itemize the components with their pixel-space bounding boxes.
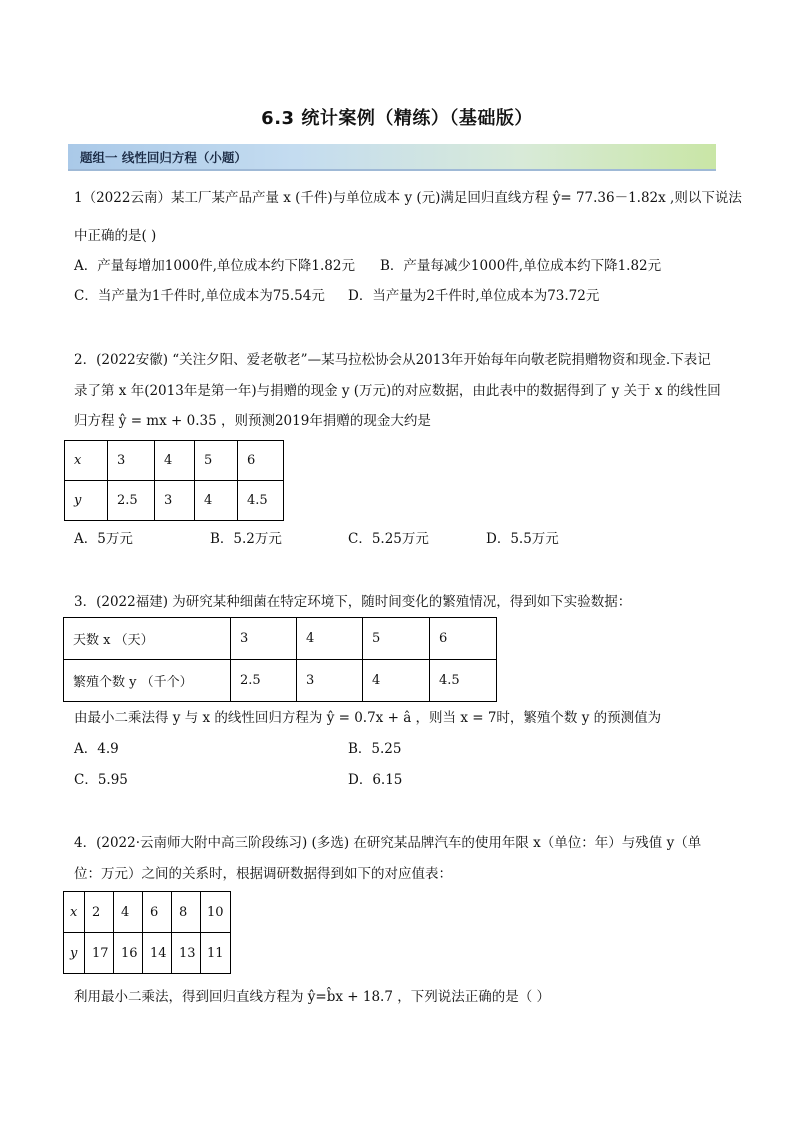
q4-table-row-y <box>64 933 231 974</box>
q2-cell: 4.5 <box>238 481 284 521</box>
q3-option-b: B．5.25 <box>348 741 402 757</box>
q4-cell: 10 <box>201 892 231 933</box>
q2-cell: x <box>65 441 108 481</box>
q3-cell: 6 <box>430 618 497 660</box>
q4-stem-line3: 利用最小二乘法，得到回归直线方程为 ŷ=b̂x + 18.7 ，下列说法正确的是（ ） <box>74 989 551 1005</box>
q3-stem-line1: 3．(2022福建) 为研究某种细菌在特定环境下，随时间变化的繁殖情况，得到如下实验数据： <box>74 594 632 610</box>
q3-cell: 4 <box>363 660 430 702</box>
q4-cell: 2 <box>85 892 114 933</box>
q3-cell: 4 <box>297 618 363 660</box>
q4-cell: 13 <box>172 933 201 974</box>
q3-option-d: D．6.15 <box>348 772 403 788</box>
q2-stem-line2: 录了第 x 年(2013年是第一年)与捐赠的现金 y (万元)的对应数据，由此表中的数据得到了 y 关于 x 的线性回 <box>74 383 721 399</box>
q2-cell: 3 <box>108 441 155 481</box>
q4-table-row-x <box>64 892 231 933</box>
q4-stem-line1: 4．(2022·云南师大附中高三阶段练习) (多选) 在研究某品牌汽车的使用年限 x（单位：年）与残值 y（单 <box>74 835 702 851</box>
q3-option-a: A．4.9 <box>74 741 119 757</box>
q2-data-table <box>64 440 284 521</box>
q3-cell: 天数 x （天） <box>64 618 231 660</box>
q4-cell: x <box>64 892 85 933</box>
q4-stem-line2: 位：万元）之间的关系时，根据调研数据得到如下的对应值表： <box>74 866 452 882</box>
group-header-label: 题组一 线性回归方程（小题） <box>80 150 247 165</box>
q1-stem-line1: 1（2022云南）某工厂某产品产量 x (千件)与单位成本 y (元)满足回归直线方程 ŷ= 77.36－1.82x ,则以下说法 <box>74 190 742 206</box>
q3-cell: 3 <box>297 660 363 702</box>
q2-cell: 4 <box>155 441 195 481</box>
q2-cell: 6 <box>238 441 284 481</box>
q4-cell: 4 <box>114 892 143 933</box>
q2-option-c: C．5.25万元 <box>348 531 429 547</box>
q1-option-b: B．产量每减少1000件,单位成本约下降1.82元 <box>380 258 662 274</box>
q2-stem-line3: 归方程 ŷ = mx + 0.35 ，则预测2019年捐赠的现金大约是 <box>74 413 431 429</box>
group-header-bar <box>68 144 716 171</box>
q1-stem-line2: 中正确的是( ) <box>74 228 157 244</box>
q2-option-d: D．5.5万元 <box>486 531 559 547</box>
q2-cell: 4 <box>195 481 238 521</box>
q2-option-a: A．5万元 <box>74 531 133 547</box>
q1-option-a: A．产量每增加1000件,单位成本约下降1.82元 <box>74 258 355 274</box>
q4-cell: 8 <box>172 892 201 933</box>
q4-cell: 17 <box>85 933 114 974</box>
q3-cell: 3 <box>231 618 297 660</box>
q3-cell: 5 <box>363 618 430 660</box>
q1-option-d: D．当产量为2千件时,单位成本为73.72元 <box>348 288 600 304</box>
q3-cell: 4.5 <box>430 660 497 702</box>
q3-option-c: C．5.95 <box>74 772 128 788</box>
q4-cell: y <box>64 933 85 974</box>
q4-cell: 14 <box>143 933 172 974</box>
q4-cell: 16 <box>114 933 143 974</box>
q2-cell: 3 <box>155 481 195 521</box>
q3-cell: 2.5 <box>231 660 297 702</box>
q3-cell: 繁殖个数 y （千个） <box>64 660 231 702</box>
q3-stem-line2: 由最小二乘法得 y 与 x 的线性回归方程为 ŷ = 0.7x + â ，则当 x = 7时，繁殖个数 y 的预测值为 <box>74 710 662 726</box>
q2-cell: 5 <box>195 441 238 481</box>
page-title: 6.3 统计案例（精练）（基础版） <box>261 108 533 129</box>
q3-data-table <box>63 617 497 702</box>
q2-table-row-y <box>65 481 284 521</box>
q2-cell: y <box>65 481 108 521</box>
q2-option-b: B．5.2万元 <box>210 531 282 547</box>
q2-stem-line1: 2．(2022安徽) “关注夕阳、爱老敬老”—某马拉松协会从2013年开始每年向敬老院捐赠物资和现金.下表记 <box>74 352 711 368</box>
q2-table-row-x <box>65 441 284 481</box>
q4-data-table <box>63 891 231 974</box>
q3-table-row-count <box>64 660 497 702</box>
q4-cell: 6 <box>143 892 172 933</box>
q3-table-row-days <box>64 618 497 660</box>
q1-option-c: C．当产量为1千件时,单位成本为75.54元 <box>74 288 325 304</box>
q2-cell: 2.5 <box>108 481 155 521</box>
q4-cell: 11 <box>201 933 231 974</box>
